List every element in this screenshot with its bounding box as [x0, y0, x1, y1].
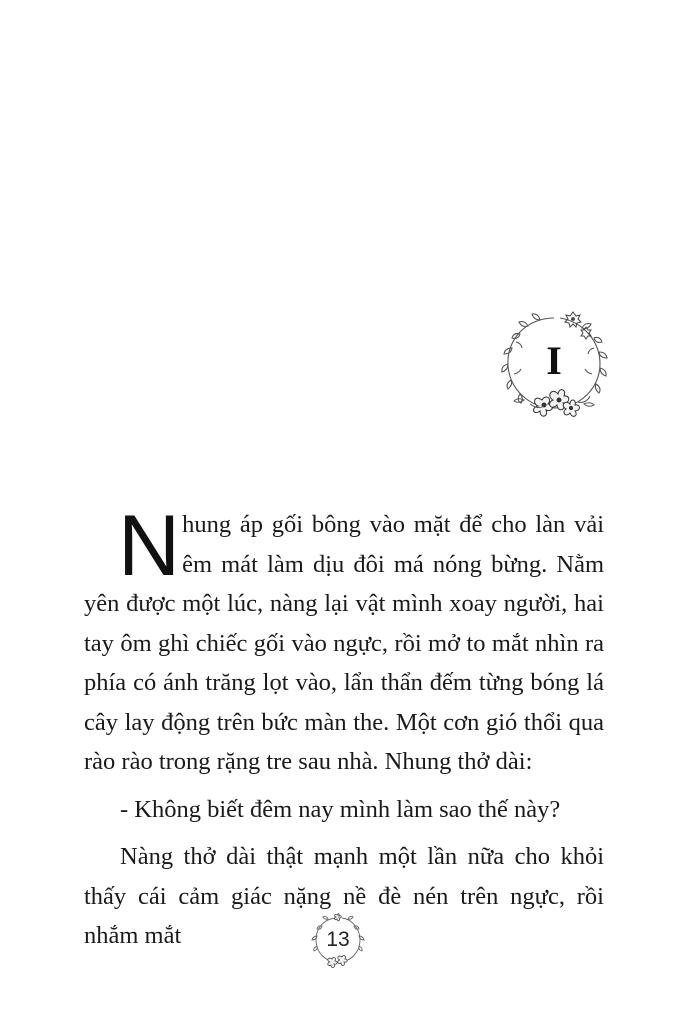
dialogue-line: - Không biết đêm nay mình làm sao thế này? — [120, 795, 561, 823]
body-text — [84, 498, 604, 956]
chapter-numeral: I — [546, 337, 562, 383]
paragraph-continued: Nàng thở dài thật mạnh một lần nữa cho khỏi thấy cái cảm giác nặng nề đè nén trên ngực, rồi nhắm mắt — [84, 843, 604, 949]
paragraph-opening-text: hung áp gối bông vào mặt để cho làn vải êm mát làm dịu đôi má nóng bừng. Nằm yên được một lúc, nàng lại vật mình xoay người, hai tay ôm ghì chiếc gối vào ngực, rồi mở to mắt nhìn ra phía có ánh trăng lọt vào, lẩn thẩn đếm từng bóng lá cây lay động trên bức màn the. Một cơn gió thổi qua rào rào trong rặng tre sau nhà. Nhung thở dài: — [84, 511, 604, 775]
paragraph-opening — [84, 498, 604, 782]
chapter-heading — [498, 308, 610, 420]
drop-cap: N — [118, 498, 181, 594]
page-footer — [310, 912, 366, 968]
page-number: 13 — [326, 928, 350, 951]
